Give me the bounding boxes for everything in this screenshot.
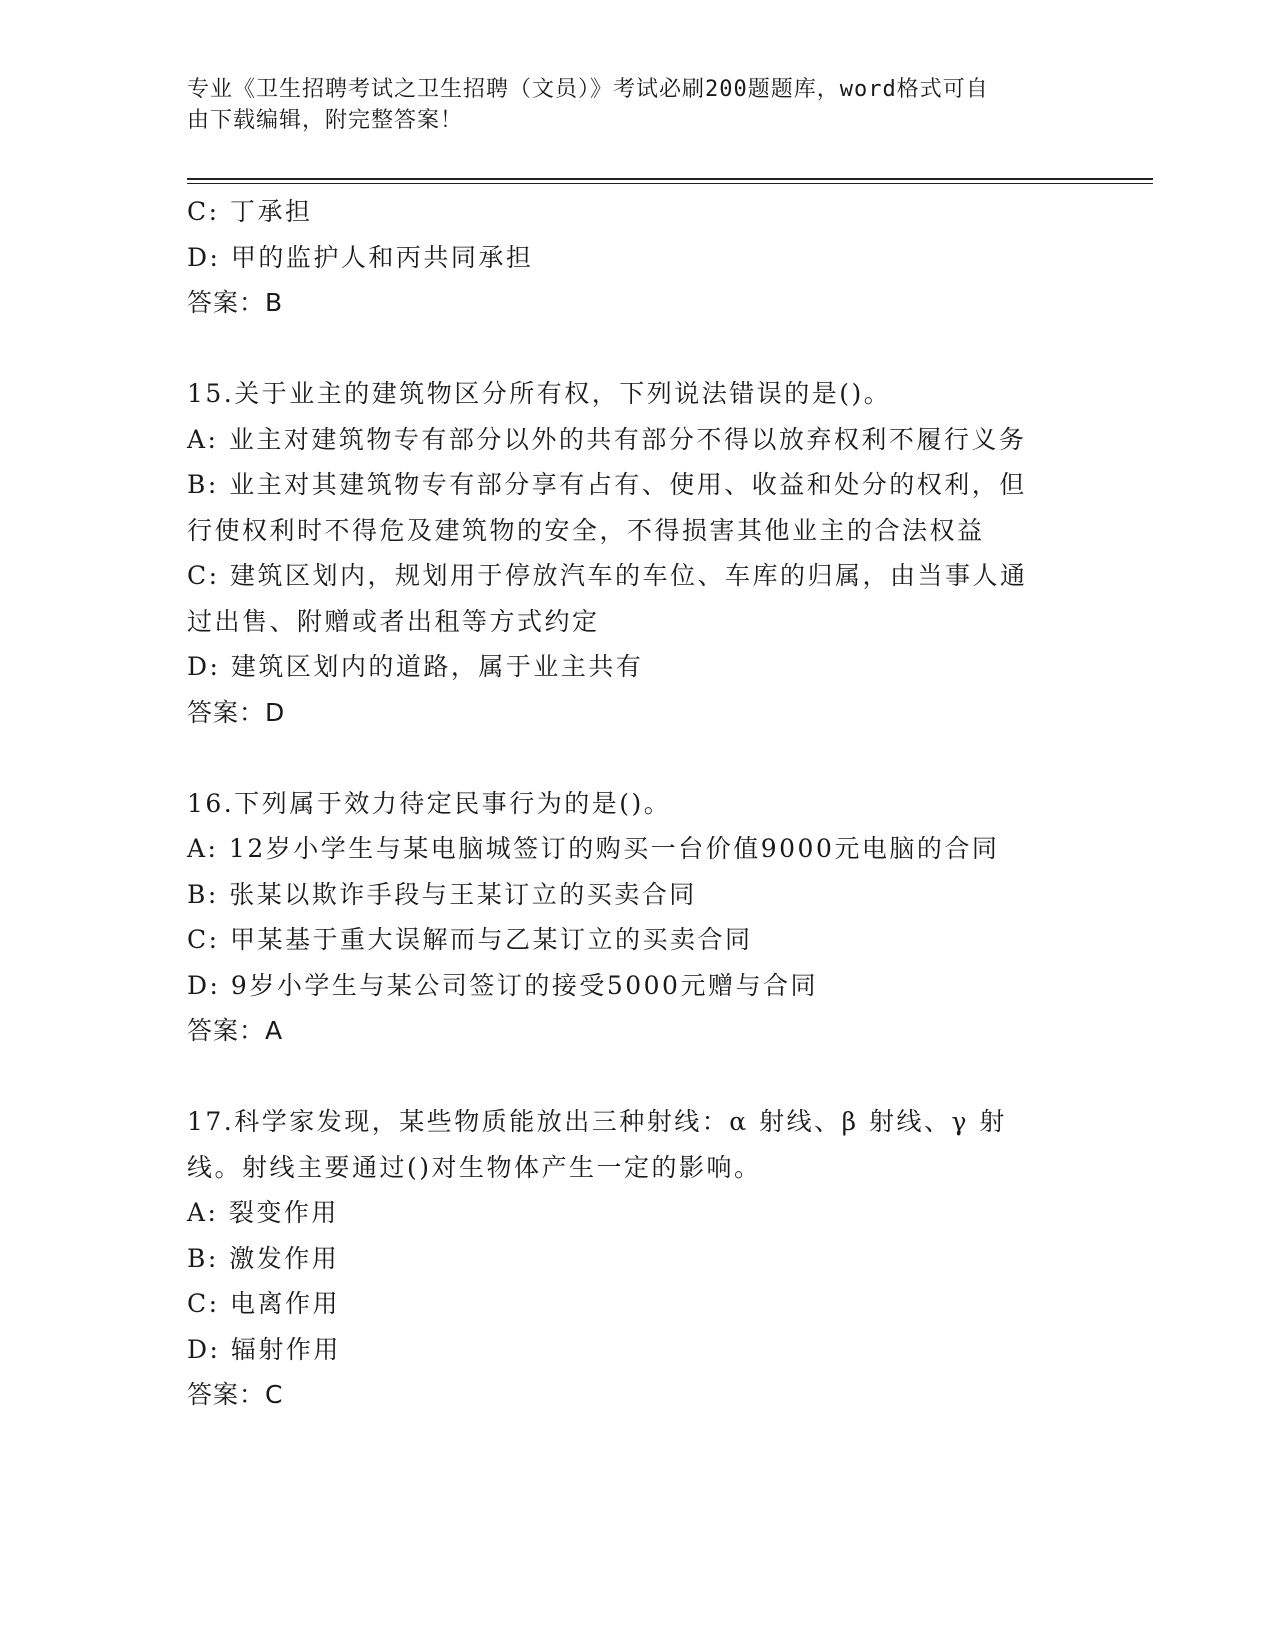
answer-line: 答案：D: [187, 697, 286, 727]
question-block-prev: [187, 189, 1077, 326]
question-block-16: [187, 781, 1077, 1054]
question-text-line-1: 17.科学家发现，某些物质能放出三种射线：α 射线、β 射线、γ 射: [187, 1107, 1007, 1136]
header-line-1: 专业《卫生招聘考试之卫生招聘（文员）》考试必刷200题题库，word格式可自: [187, 77, 989, 102]
option-b: B: 激发作用: [187, 1243, 340, 1273]
option-b-line-1: B: 业主对其建筑物专有部分享有占有、使用、收益和处分的权利，但: [187, 470, 1027, 499]
question-block-15: [187, 371, 1077, 735]
option-c-line-1: C: 建筑区划内，规划用于停放汽车的车位、车库的归属，由当事人通: [187, 561, 1028, 590]
option-a: A: 业主对建筑物专有部分以外的共有部分不得以放弃权利不履行义务: [187, 424, 1027, 454]
option-d: D: 9岁小学生与某公司签订的接受5000元赠与合同: [187, 970, 818, 1000]
question-text: 16.下列属于效力待定民事行为的是()。: [187, 788, 672, 818]
option-c: C: 电离作用: [187, 1289, 340, 1318]
header-divider-thick: [187, 178, 1153, 180]
option-c: C: 丁承担: [187, 197, 313, 226]
question-block-17: [187, 1099, 1077, 1418]
answer-line: 答案：A: [187, 1016, 284, 1045]
spacer: [187, 326, 1077, 372]
option-c: C: 甲某基于重大误解而与乙某订立的买卖合同: [187, 925, 753, 954]
answer-line: 答案：B: [187, 288, 284, 317]
option-d: D: 辐射作用: [187, 1334, 341, 1364]
spacer: [187, 735, 1077, 781]
option-d: D: 甲的监护人和丙共同承担: [187, 242, 534, 272]
question-text: 15.关于业主的建筑物区分所有权，下列说法错误的是()。: [187, 379, 892, 408]
option-a: A: 12岁小学生与某电脑城签订的购买一台价值9000元电脑的合同: [187, 834, 1000, 863]
question-list: [187, 189, 1077, 1418]
option-a: A: 裂变作用: [187, 1198, 339, 1227]
answer-line: 答案：C: [187, 1380, 284, 1409]
option-c-line-2: 过出售、附赠或者出租等方式约定: [187, 606, 600, 636]
question-text-line-2: 线。射线主要通过()对生物体产生一定的影响。: [187, 1152, 762, 1182]
header-divider-thin: [187, 183, 1153, 184]
header-line-2: 由下载编辑，附完整答案！: [187, 108, 464, 133]
option-d: D: 建筑区划内的道路，属于业主共有: [187, 652, 644, 681]
document-header: [187, 74, 1067, 136]
option-b-line-2: 行使权利时不得危及建筑物的安全，不得损害其他业主的合法权益: [187, 515, 985, 545]
option-b: B: 张某以欺诈手段与王某订立的买卖合同: [187, 879, 697, 909]
spacer: [187, 1054, 1077, 1100]
